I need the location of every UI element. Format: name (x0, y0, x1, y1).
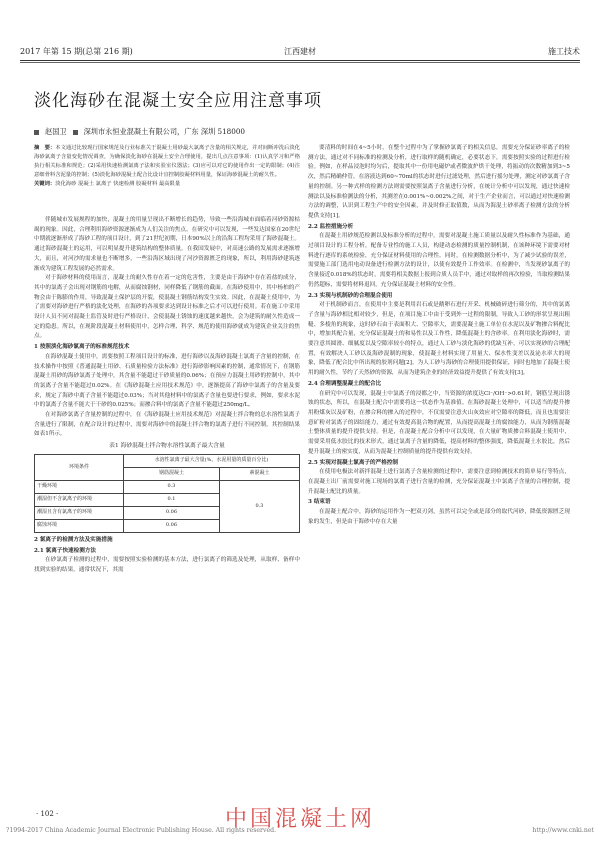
section-name: 施工技术 (548, 46, 580, 56)
body-paragraph: 在砂氯离子检测的过程中，需要按照实验检测的基本方法，进行氯离子的筛选及处理，从取样、备样中找到实验的结果，通常状况下，其需 (34, 557, 300, 573)
table-row: 潮湿且含有氯离子的环境 0.06 (35, 506, 300, 519)
body-paragraph: 伴随城市发展规程的加快，混凝土的用量呈现出不断增长的趋势，导致一些沿海城市面临着河砂资源枯竭的现象。因此，合理利用海砂资源逐渐成为人们关注的焦点。在研究中可以发现，一些发达国家在20世纪中期就逐渐形成了海砂工程的项目设计，到了21世纪初期，日本90%以上的沿海工程均采用了海砂混凝土。通过海砂混凝土的运用，可以明显提升建筑结构的整体质量。在我国发展中，对高速公路的发展需求逐渐增大，而且，对河沙的需求量也不断增多，一些沿海区域出现了河沙资源匮乏的现象，所以，利用海砂建筑逐渐成为建筑工程发展的必然需求。 (34, 217, 300, 272)
square-bullet-icon (73, 130, 78, 135)
page-number: · 102 · (36, 810, 59, 818)
copyright-text: ?1994-2017 China Academic Journal Electronic Publishing House. All rights reserved. (6, 827, 277, 834)
table-header-group: 水溶性氯离子最大含量(%，水泥用量的质量百分比) (124, 454, 300, 467)
table-row: 潮湿但不含氯离子的环境 0.1 (35, 493, 300, 506)
body-paragraph: 在海砂混凝土使用中，需要按照工程项目设计的标准，进行海砂以及海砂混凝土氯离子含量的控制，在技术操作中按照《普通混凝土用砂、石质量检验方法标准》进行海砂影响因素的控制，通常情况下，在钢筋混凝土用砂的海砂氯离子处理中，其含量不能超过干砂质量的0.06%；在预应力混凝土用砂的控制中，其中的氯离子含量不能超过0.02%。在《海砂混凝土应用技术规范》中，逐渐提高了海砂中氯离子的含量及要求，规定了海砂中离子含量不能超过0.03%；当对其他材料中的氯离子含量也要进行要求，例如，要求水泥中的氯离子含量不能大于干砂的0.025%；而掺合料中的氯离子含量不能超过250mg/L。 (34, 353, 300, 409)
header-rule (20, 60, 580, 61)
author-name: 赵国卫 (45, 127, 67, 136)
section-heading: 1 按照淡化海砂氯离子的标准规范技术 (34, 344, 130, 351)
section-heading: 2 氯离子的检测方法及实施措施 (34, 536, 113, 543)
chloride-limit-table (34, 454, 300, 533)
section-heading: 2.2 监控措施分析 (308, 223, 354, 230)
header-rule-thin (20, 62, 580, 63)
body-paragraph: 在使用电极法对新拌混凝土进行氯离子含量检测的过程中，需要注意到检测技术的简单易行等特点，在混凝土出厂前需要对施工现场的氯离子进行含量的检测，充分保证混凝土中氯离子含量的合理控制，提升混凝土配比的质量。 (308, 469, 570, 495)
table-merged-plain: 0.3 (219, 480, 299, 532)
watermark-text: 中国混凝土网 (224, 807, 375, 832)
section-heading: 2.3 实现与机制砂的合理混合使用 (308, 292, 393, 299)
table-header-env: 环境条件 (35, 454, 124, 480)
body-paragraph: 在研究中可以发现，混凝土中氯离子的浸都之中，当资源的浓度达Cl⁻/OH⁻>0.61时，钢筋呈现出锈蚀的状态，所以，在混凝土配合中需要将这一状态作为基准值。在海砂混凝土处理中，可以适当的提升掺用粉煤灰以及矿粉，在掺合料的掺入的过程中，不仅需要注意火山灰效应对空隙率的降低，而且也需要注意矿粉对氯离子的固结能力，通过有效提高混合物的配置，从而提高混凝土的腐蚀能力，从而为钢筋混凝土整体质量的提升提供支持。但是，在混凝土配合分析中可以发现，在大量矿物质掺合料混凝土使用中，需要采用低水胶比的技术形式，通过氯离子含量的降低，提高材料的整体强度，降低混凝土水胶比，然后提升混凝土的密实度，从而为混凝土控制质量的提升提供有效支持。 (308, 390, 570, 455)
abstract-paragraph: 摘 要：本文通过比较现行国家规范及行业标准关于混凝土用砂最大氯离子含量的相关规定，并对间断冲洗后淡化海砂氯离子含量变化情况调查，为确保淡化海砂在混凝土安全合理使用，提出几点注意事项：(1)认真学习和严格执行相关标准和规范；(2)采用快速检测氯离子法和实验室仪器法；(3)应可以对它的使用作出一定的限制；(4)注意细骨料含泥量的控制；(5)淡化海砂混凝土配合比设计宜控制胶凝材料用量，保证海砂混凝土的耐久性。 (34, 145, 300, 178)
keywords-paragraph: 关键词：淡化海砂 混凝土 氯离子 快速检测 胶凝材料 最高限量 (34, 181, 181, 187)
right-column (308, 144, 570, 527)
abstract-block (34, 144, 300, 189)
body-paragraph: 对于机制砂而言，在使用中主要是利用岩石或是鹅卵石进行开采、机械破碎进行筛分的，其中的氯离子含量与海砂相比相对较少，但是，在项目施工中由于受到外一过程的限制，导致人工砂的形状呈现出粗糙、多棱角的现象，这时砂石由于表面积大、空隙率大，需要混凝土施工单位在水泥以及矿物掺合料配比中，增加其配合量，充分保证混凝土的和易性以及工作性，降低混凝土的含砂率。在利用淡化海砂时，需要注意其圆滑、细腻度以及空隙率较小的特点，通过人工砂与淡化海砂的优缺互补，可以实现砂的合理配置，有效解决人工砂以及海砂混制的现象，使混凝土材料实现了用量大、保水性变差以及泌水率大的现象，降低了配合比中所出现的胶剂问题[2]。为人工砂与海砂的合理使用提供保证，同时也地加了混凝土使用的耐久性，节约了天然砂的资源，从而为建筑企业的经济效益提升提供了有效支持[3]。 (308, 302, 570, 377)
article-title: 淡化海砂在混凝土安全应用注意事项 (34, 91, 322, 111)
body-paragraph: 在混凝土配合中，海砂的运用作为一把双刃剑，虽然可以完全或是部分的取代河砂，降低资源匮乏现象的发生，但是由于海砂中存在大量 (308, 509, 570, 525)
table-row: 腐蚀环境 0.06 (35, 519, 300, 532)
section-heading: 3 结束语 (308, 499, 331, 506)
section-heading: 2.1 氯离子快速检测方法 (34, 547, 97, 554)
table-row: 干燥环境 0.3 0.3 (35, 480, 300, 493)
square-bullet-icon (34, 130, 39, 135)
body-paragraph: 在混凝土用砂规范检测以及标准分析的过程中，需要对混凝土施工质量以及耐久性标准作为基础，通过项目设计的工程分析，配备专业性的施工人员，构建动态检测的质量控制机制，在该种环境下需要对材料进行逐库的系统检验，充分保证材料使用的合理性。同时，在检测数据分析中，为了减少试验的误差，需要施工部门选用电动设备进行检测方法的设计，以使有效提升工作效率。在检测中，当发现砂氯离子的含量接近0.018%的状态时，需要将相关数据上报到合质人员手中，通过对取样的再次检验，当取检测结果仍然超标，需要将材料退回，充分保证混凝土材料的安全性。 (308, 233, 570, 288)
source-url: http://www.cnki.net (532, 827, 594, 834)
section-heading: 2.5 实现对混凝土氯离子的严格控制 (308, 459, 398, 466)
author-line (34, 127, 245, 137)
table-header-rc: 钢筋混凝土 (124, 467, 220, 480)
body-paragraph: 要清料的时间在4~5小时，在整个过程中为了掌握砂氯离子的相关信息，需要充分保证砂率离子的检测方法，通过对不同标准的检测及分析，进行取样的随机确定，必要状态下，需要按照实验的过程进行检验。例如，在样品浸泡时均匀后，提取其中一份用电磁炉或者微波炉烘干处理，将振动的次数精加到3~5次，然后精确仲管，在溶液达到60~70ml的状态时进行过滤处理，然后进行摇匀处理，测定对砂氯离子含量的控制。另一种式样的检测方法则需要按照氯离子含量进行分析，在统计分析中可以发现，通过快速检测法以及标准检测法的分析，其测差在0.001%~0.002%之间，对于生产企业而言，可以通过对快速检测方法的调整，认识到工程生产中的安全因素，并及时修正取值数，从而为海混土砂率离子检测方法的分析提供支持[1]。 (308, 145, 570, 219)
body-paragraph: 对于海砂材料的使用而言，混凝土的耐久性存在着一定的危害性，主要是由于海砂中存在着盐的成分，其中的氯离子会出现对钢筋的电解，从而腐蚀钢材，同样降低了钢筋的截面。在海砂使用中，其中杨柏的产物会由于陈膨的作用，导致混凝土保护层的开裂，使混凝土钢筋结构发生实效。因此，在混凝土使用中，为了需要对海砂进行严格的淡化处理，在海砂的各项要求达到设计标准之后才可以进行使用。若在施工中采用设计人员不同对混凝土监管及时进行严格设计，会使混凝土锈蚀的速度越来越快，会为建筑的耐久性造成一定的隐患。所以，在现阶段混凝土材料使用中，怎样合理、科学、规范的使用海砂就成为建筑企业关注的焦点。 (34, 275, 300, 340)
left-column (34, 216, 300, 576)
issue-info: 2017 年第 15 期(总第 216 期) (20, 46, 133, 56)
table-header-plain: 素混凝土 (219, 467, 299, 480)
body-paragraph: 在对海砂氯离子含量控制的过程中，在《海砂混凝土应用技术规范》对混凝土拌合物的总水溶性氯离子含量进行了限制，在配合设计的过程中，需要对海砂中的混凝土拌合物的氯离子进行不同控制，其控制结果如表1所示。 (34, 412, 300, 438)
running-header (20, 44, 580, 58)
journal-name: 江西建材 (284, 46, 316, 56)
section-heading: 2.4 合理调整混凝土的配合比 (308, 380, 382, 387)
table-caption: 表1 海砂混凝土拌合物水溶性氯离子最大含量 (109, 443, 225, 450)
author-affiliation: 深圳市永恒业混凝土有限公司，广东 深圳 518000 (83, 127, 245, 136)
copyright-bar (6, 827, 594, 834)
